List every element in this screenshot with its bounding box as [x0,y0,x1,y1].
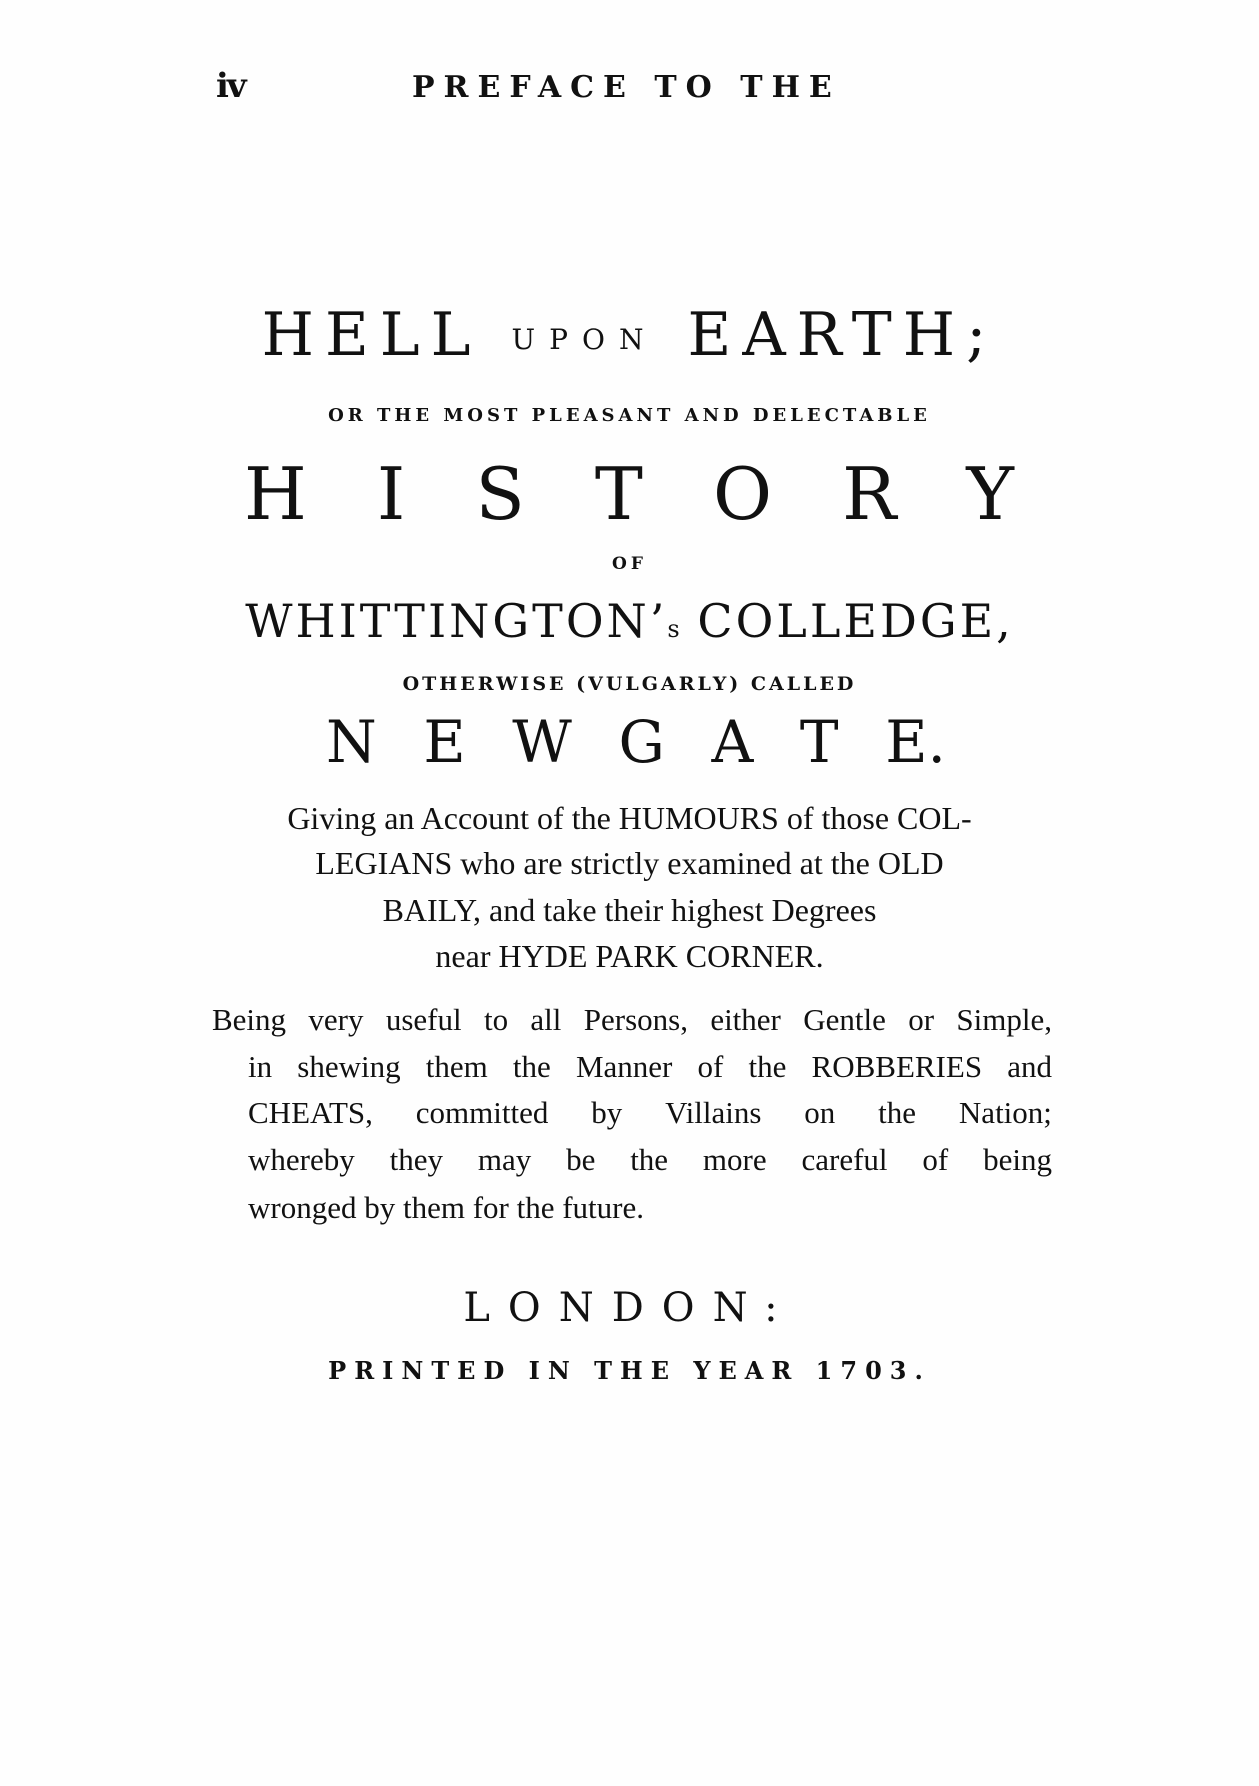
imprint-date: PRINTED IN THE YEAR 1703. [328,1356,931,1385]
body-word: Gentle [803,1002,886,1037]
body-word: committed [415,1095,549,1130]
body-word: Simple, [956,1002,1052,1037]
description-line-2: LEGIANS who are strictly examined at the OLD [315,845,944,881]
title-word-hell: HELL [261,300,482,370]
newgate-letter: E. [885,708,946,776]
newgate-heading [326,708,946,776]
body-word: Being [212,1002,287,1037]
body-word: or [908,1002,935,1037]
body-word: on [804,1095,836,1130]
history-heading [244,452,1014,536]
body-word: and [1007,1049,1052,1084]
newgate-letter: W [512,708,572,776]
body-word: all [530,1002,562,1037]
body-word: careful [801,1142,888,1177]
subtitle-line: OR THE MOST PLEASANT AND DELECTABLE [328,405,931,426]
running-head: PREFACE TO THE [412,70,841,105]
body-line-4 [248,1142,1052,1178]
body-word: them [425,1049,488,1084]
body-word: useful [385,1002,462,1037]
body-line-3 [248,1095,1052,1131]
title-word-earth: EARTH; [687,300,998,370]
body-word: may [477,1142,532,1177]
body-word: whereby [248,1142,355,1177]
history-letter: R [842,452,897,536]
body-line-2 [248,1049,1052,1085]
description-line-1: Giving an Account of the HUMOURS of those COL- [287,800,972,836]
of-line: OF [612,554,647,574]
title-word-upon: UPON [511,323,658,356]
body-word: either [710,1002,781,1037]
body-word: more [702,1142,767,1177]
body-word: being [983,1142,1052,1177]
body-word: the [878,1095,917,1130]
description-line-3: BAILY, and take their highest Degrees [382,892,877,928]
page-number: iv [216,66,245,106]
body-word: the [630,1142,669,1177]
body-word: by [591,1095,623,1130]
body-line-5: wronged by them for the future. [248,1190,644,1225]
body-word: the [512,1049,551,1084]
body-word: be [566,1142,596,1177]
college-possessive: s [667,615,680,643]
newgate-letter: E [423,708,466,776]
body-word: shewing [297,1049,401,1084]
newgate-letter: T [799,708,839,776]
body-word: in [248,1049,273,1084]
college-word: COLLEDGE, [679,594,1014,648]
body-word: of [697,1049,724,1084]
main-title [0,300,1259,370]
college-heading [0,594,1259,648]
history-letter: O [712,452,773,536]
body-word: ROBBERIES [811,1049,983,1084]
body-word: very [308,1002,364,1037]
history-letter: S [475,452,525,536]
imprint-place: LONDON: [463,1285,796,1331]
newgate-letter: G [618,708,665,776]
description-line-4: near HYDE PARK CORNER. [435,938,824,974]
otherwise-line: OTHERWISE (VULGARLY) CALLED [402,673,857,695]
body-word: Nation; [958,1095,1052,1130]
body-line-1 [212,1002,1052,1038]
newgate-letter: N [326,708,377,776]
history-letter: Y [966,452,1014,536]
body-word: to [483,1002,509,1037]
body-word: the [748,1049,787,1084]
history-letter: T [594,452,643,536]
body-word: of [922,1142,949,1177]
college-name: WHITTINGTON’ [245,594,668,648]
history-letter: I [376,452,406,536]
body-word: Manner [575,1049,673,1084]
newgate-letter: A [711,708,754,776]
body-word: CHEATS, [248,1095,373,1130]
body-word: Villains [665,1095,762,1130]
body-word: they [389,1142,443,1177]
history-letter: H [244,452,307,536]
body-word: Persons, [583,1002,688,1037]
